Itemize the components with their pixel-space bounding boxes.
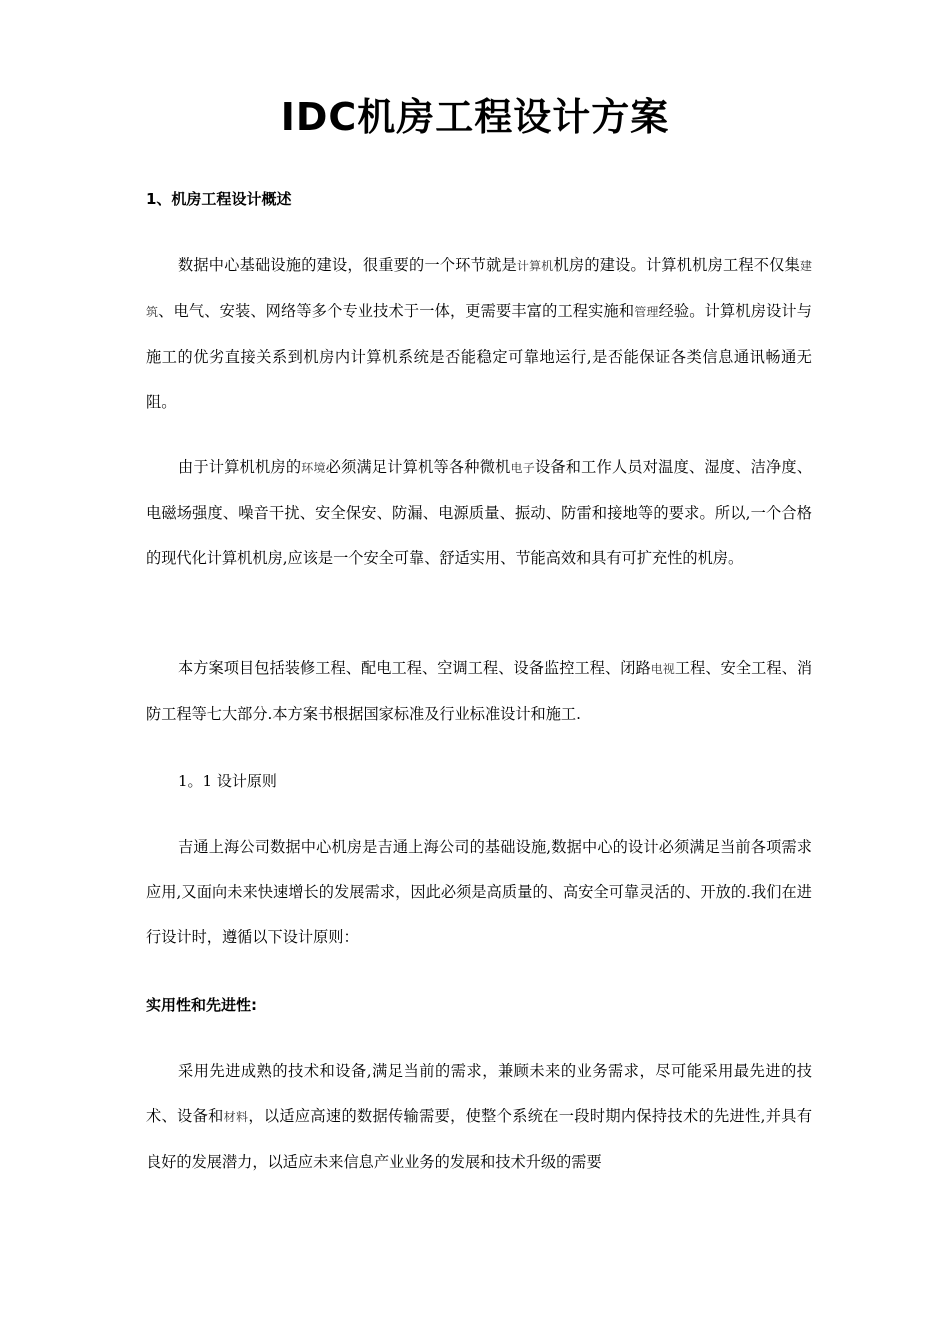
inline-term: 计算机 [516,259,554,273]
subsection-heading: 1。1 设计原则 [178,772,277,790]
principle-heading: 实用性和先进性: [146,996,257,1014]
section-heading: 1、机房工程设计概述 [146,190,292,208]
inline-term: 材料 [223,1110,249,1124]
text-run: 、电气、安装、网络等多个专业技术于一体，更需要丰富的工程实施和 [158,302,635,320]
inline-term: 环境 [301,461,326,475]
inline-term: 管理 [634,305,659,319]
text-run: 设备和工作人员对温度、湿度、洁净度、电磁场强度、噪音干扰、安全保安、防漏、电源质量、振动、防雷和接地等的要求。所以,一个合格的现代化计算机机房,应该是一个安全可靠、舒适实用、节能高效和具有可扩充性的机房。 [146,458,812,567]
text-run: 采用先进成熟的技术和设备,满足当前的需求，兼顾未来的业务需求，尽可能采用最先进的技术、设备和 [146,1062,812,1125]
document-title: IDC机房工程设计方案 [280,95,670,139]
paragraph-practicality [146,1049,812,1185]
text-run: 工程、安全工程、消防工程等七大部分.本方案书根据国家标准及行业标准设计和施工. [146,659,813,723]
inline-term: 电视 [650,662,675,676]
text-run: ，以适应高速的数据传输需要，使整个系统在一段时期内保持技术的先进性,并具有良好的发展潜力，以适应未来信息产业业务的发展和技术升级的需要 [146,1107,813,1171]
paragraph-principles-intro [146,825,812,960]
inline-term: 建筑 [146,259,812,319]
paragraph-environment [146,445,812,581]
text-run: 机房的建设。计算机机房工程不仅集 [553,256,800,274]
text-run: 吉通上海公司数据中心机房是吉通上海公司的基础设施,数据中心的设计必须满足当前各项需求应用,又面向未来快速增长的发展需求，因此必须是高质量的、高安全可靠灵活的、开放的.我们在进行设计时，遵循以下设计原则： [146,838,812,946]
text-run: 本方案项目包括装修工程、配电工程、空调工程、设备监控工程、闭路 [178,659,651,677]
text-run: 由于计算机机房的 [178,458,302,476]
text-run: 经验。计算机房设计与施工的优劣直接关系到机房内计算机系统是否能稳定可靠地运行,是否能保证各类信息通讯畅通无阻。 [146,302,812,411]
paragraph-overview [146,243,812,425]
paragraph-scope [146,646,812,737]
text-run: 数据中心基础设施的建设，很重要的一个环节就是 [178,256,517,274]
text-run: 必须满足计算机等各种微机 [325,458,511,476]
inline-term: 电子 [510,461,535,475]
